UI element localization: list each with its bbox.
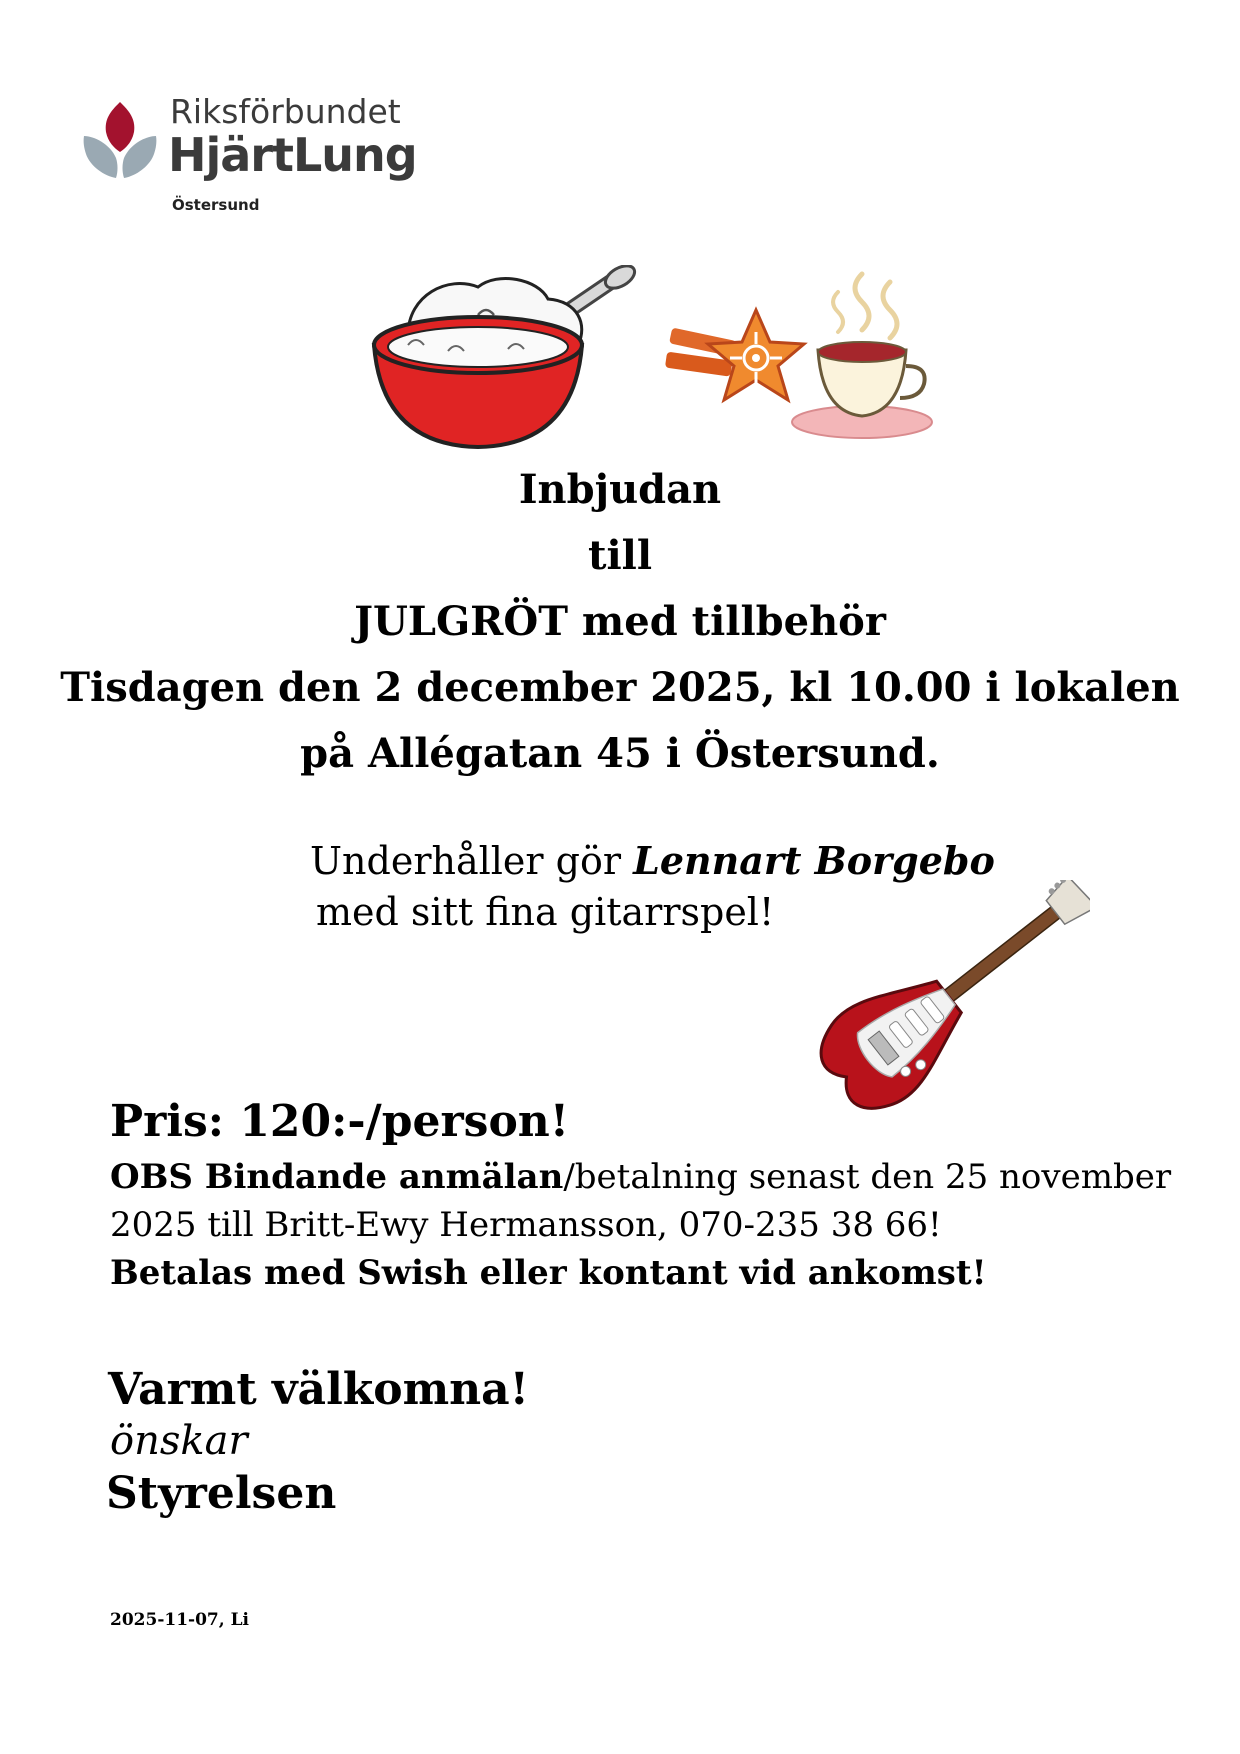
- heading-date-time: Tisdagen den 2 december 2025, kl 10.00 i lokalen: [60, 664, 1180, 711]
- gingerbread-and-coffee-icon: [662, 262, 934, 442]
- payment-info: Betalas med Swish eller kontant vid ankomst!: [110, 1253, 987, 1293]
- price-line: Pris: 120:-/person!: [110, 1096, 570, 1147]
- entertainment-line: [310, 838, 995, 883]
- electric-guitar-icon: [800, 880, 1090, 1120]
- heading-event: JULGRÖT med tillbehör: [354, 598, 886, 645]
- heading-invitation: Inbjudan: [518, 466, 722, 513]
- wishes-text: önskar: [110, 1418, 248, 1464]
- entertainment-prefix: Underhåller gör: [310, 839, 634, 883]
- welcome-text: Varmt välkomna!: [108, 1364, 529, 1415]
- document-date-footer: 2025-11-07, Li: [110, 1610, 249, 1630]
- heading-location: på Allégatan 45 i Östersund.: [300, 730, 940, 777]
- logo-text-riksforbundet: Riksförbundet: [170, 92, 401, 131]
- entertainment-detail: med sitt fina gitarrspel!: [316, 890, 775, 934]
- performer-name: Lennart Borgebo: [633, 838, 995, 883]
- registration-binding-notice: OBS Bindande anmälan: [110, 1157, 564, 1197]
- signature-text: Styrelsen: [106, 1468, 337, 1519]
- tulip-heart-icon: [80, 92, 160, 182]
- logo-text-hjartlung: HjärtLung: [168, 128, 417, 182]
- registration-deadline: /betalning senast den 25 november: [563, 1157, 1172, 1197]
- organization-logo: [80, 92, 440, 222]
- registration-line-1: [110, 1157, 1171, 1197]
- heading-to: till: [587, 532, 653, 579]
- porridge-bowl-icon: [368, 265, 640, 455]
- registration-line-2: 2025 till Britt-Ewy Hermansson, 070-235 38 66!: [110, 1205, 942, 1245]
- logo-text-location: Östersund: [172, 196, 260, 214]
